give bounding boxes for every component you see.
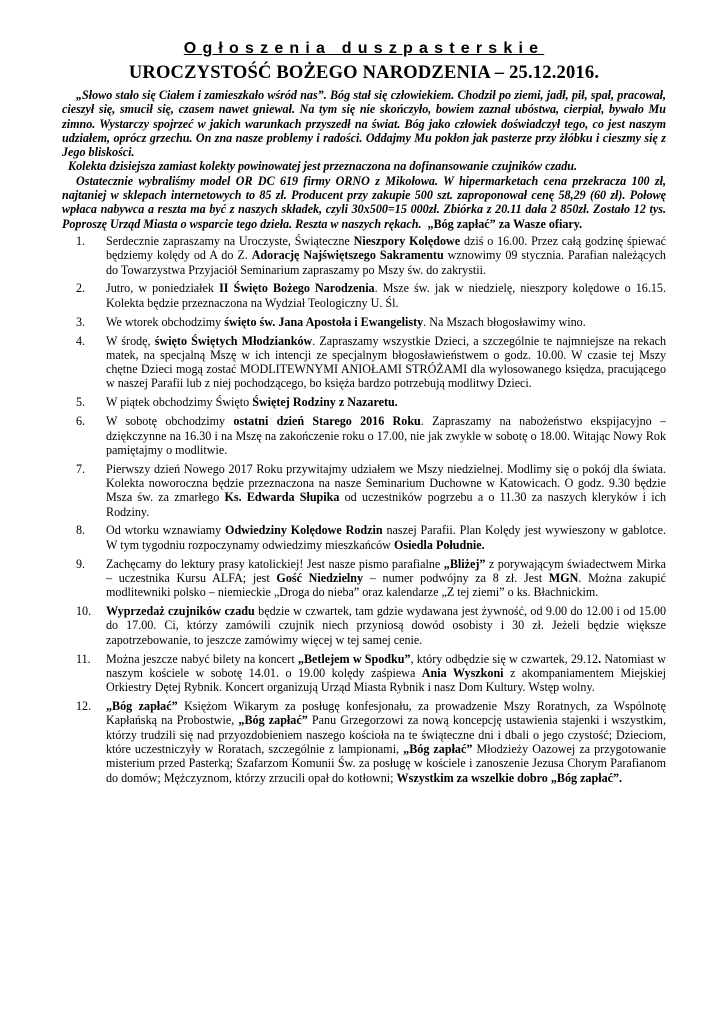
item-bold: Odwiedziny Kolędowe Rodzin xyxy=(225,523,383,538)
list-item xyxy=(62,462,666,519)
item-text: z porywającym świadectwem Mirka – uczestnika Kursu ALFA; jest xyxy=(106,556,666,585)
item-text: Serdecznie zapraszamy na Uroczyste, Świąteczne xyxy=(106,233,354,248)
item-number: 9. xyxy=(76,556,86,571)
detector-note xyxy=(62,174,666,231)
list-item xyxy=(62,414,666,457)
detector-note-text: Ostatecznie wybraliśmy model OR DC 619 firmy ORNO z Mikołowa. W hipermarketach cena przekracza 100 zł, najtaniej w sklepach internetowych to 85 zł. Producent przy zakupie 500 szt. zaproponował cenę 58,29 (60 zł). Połowę wpłaca nabywca a reszta ma być z naszych składek, czyli 30x500=15 000zł. Zbiórka z 20.11 dała 2 850zł. Zostało 12 tys. Poproszę Urząd Miasta o wsparcie tego dzieła. Reszta w naszych rękach. xyxy=(62,173,666,231)
intro-paragraph: „Słowo stało się Ciałem i zamieszkało wśród nas”. Bóg stał się człowiekiem. Chodził po ziemi, jadł, pił, spał, pracował, cieszył się, smucił się, czasem nawet gniewał. Na tym się nie skończyło, bowiem zaznał ubóstwa, cierpiał, bywało Mu zimno. Wystarczy spojrzeć w jakich warunkach przyszedł na świat. Bóg jako człowiek doświadczył tego, co jest naszym udziałem, oprócz grzechu. On zna nasze problemy i radości. Oddajmy Mu pokłon jak pasterze przy żłóbku i cieszmy się z Jego bliskości. xyxy=(62,88,666,160)
item-bold: Nieszpory Kolędowe xyxy=(353,233,461,248)
item-text: Panu Grzegorzowi za nową koncepcję ustawienia stajenki i wszystkim, którzy trudzili się nad przyozdobieniem naszego kościoła na te świąteczne dni i dbali o jego czystość; Dzieciom, które uczestniczyły w Roratach, szczególnie z lampionami, xyxy=(106,713,666,756)
item-text: . Msze św. jak w niedzielę, nieszpory kolędowe o 16.15. Kolekta będzie przeznaczona na Wydział Teologiczny U. Śl. xyxy=(106,281,666,310)
item-number: 1. xyxy=(76,233,86,248)
list-item xyxy=(62,652,666,695)
item-bold: MGN xyxy=(548,570,579,585)
item-text: W środę, xyxy=(106,333,155,348)
item-bold: II Święto Bożego Narodzenia xyxy=(219,281,375,296)
item-text: W piątek obchodzimy Święto xyxy=(106,395,253,410)
item-text: – numer podwójny za 8 zł. Jest xyxy=(363,570,549,585)
item-text: Zachęcamy do lektury prasy katolickiej! Jest nasze pismo parafialne xyxy=(106,556,444,571)
item-bold: Adorację Najświętszego Sakramentu xyxy=(251,248,444,263)
list-item xyxy=(62,523,666,552)
item-text: Jutro, w poniedziałek xyxy=(106,281,220,296)
list-item xyxy=(62,334,666,391)
list-item xyxy=(62,315,666,329)
item-bold: „Bóg zapłać” xyxy=(238,713,308,728)
item-number: 10. xyxy=(76,604,92,619)
item-bold: „Bóg zapłać” xyxy=(403,742,473,756)
document-title: UROCZYSTOŚĆ BOŻEGO NARODZENIA – 25.12.2016. xyxy=(128,63,600,83)
item-bold: „Betlejem w Spodku” xyxy=(297,651,411,666)
item-bold: święto Świętych Młodzianków xyxy=(154,333,313,348)
item-number: 11. xyxy=(76,651,91,666)
item-text: Księżom Wikarym za posługę konfesjonału, za prowadzenie Mszy Roratnych, za Wspólnotę Kapłańską na Probostwie, xyxy=(106,699,666,728)
item-number: 3. xyxy=(76,314,86,329)
item-bold: święto św. Jana Apostoła i Ewangelisty xyxy=(224,314,424,329)
list-item xyxy=(62,395,666,409)
item-text: Można jeszcze nabyć bilety na koncert xyxy=(106,651,298,666)
item-bold: Ania Wyszkoni xyxy=(421,665,504,680)
item-text: Młodzieży Oazowej za przygotowanie misterium przed Pasterką; Szafarzom Komunii Św. za posługę w kościele i zanoszenie Jezusa Chorym Parafianom do domów; Mężczyznom, którzy zrzucili opał do kotłowni; xyxy=(106,742,666,785)
item-text: Od wtorku wznawiamy xyxy=(106,523,226,538)
item-text: W sobotę obchodzimy xyxy=(106,414,234,429)
item-number: 2. xyxy=(76,281,86,296)
announcement-list xyxy=(62,234,666,785)
item-number: 8. xyxy=(76,523,86,538)
list-item xyxy=(62,234,666,277)
item-bold: „Bóg zapłać” xyxy=(106,699,178,714)
list-item xyxy=(62,604,666,647)
item-text: Natomiast w naszym kościele w sobotę 14.01. o 19.00 kolędy zaśpiewa xyxy=(106,651,666,680)
item-bold: Ks. Edwarda Słupika xyxy=(224,490,340,505)
item-text: . Zapraszamy wszystkie Dzieci, a szczególnie te najmniejsze na rekach matek, na specjalną Mszę w ich intencji ze specjalnym błogosławieństwem o godz. 10.00. W czasie tej Mszy chętne Dzieci mogą zostać MODLITEWNYMI ANIOŁAMI STRÓŻAMI dla wylosowanego księdza, pracującego w naszej Parafii lub z niej pochodzącego, bo księża bardzo potrzebują modlitwy Dzieci. xyxy=(106,333,666,391)
item-bold: „Bliżej” xyxy=(443,556,486,571)
item-bold: Osiedla Południe. xyxy=(393,537,485,552)
item-text: Pierwszy dzień Nowego 2017 Roku przywitajmy udziałem we Mszy niedzielnej. Modlimy się o pokój dla świata. Kolekta noworoczna będzie przeznaczona na nasze Seminarium Duchowne w Katowicach. O godz. 9.30 będzie Msza św. za zmarłego xyxy=(106,461,666,505)
item-text: . Na Mszach błogosławimy wino. xyxy=(423,314,586,329)
item-bold: . xyxy=(598,651,602,666)
item-number: 4. xyxy=(76,333,86,348)
item-number: 6. xyxy=(76,414,86,429)
item-text: , który odbędzie się w czwartek, 29.12 xyxy=(410,651,599,666)
item-text: od uczestników pogrzebu a o 11.30 za naszych kleryków i ich Rodziny. xyxy=(106,490,666,519)
list-item xyxy=(62,281,666,310)
item-text: z akompaniamentem Miejskiej Orkiestry Dętej Rybnik. Koncert organizują Urząd Miasta Rybnik i nasz Dom Kultury. Wstęp wolny. xyxy=(106,665,667,695)
list-item xyxy=(62,557,666,600)
item-text: . Można zakupić modlitewniki polsko – niemieckie „Droga do nieba” oraz kalendarze „Z tej ziemi” o ks. Błachnickim. xyxy=(106,570,667,600)
detector-note-thanks: „Bóg zapłać” za Wasze ofiary. xyxy=(427,216,583,231)
item-text: wznowimy 09 stycznia. Parafian należących do Towarzystwa Przyjaciół Seminarium zapraszamy po Mszy św. do zakrystii. xyxy=(106,248,666,277)
item-bold: ostatni dzień Starego 2016 Roku xyxy=(233,414,421,429)
item-text: We wtorek obchodzimy xyxy=(106,314,225,329)
item-bold: Świętej Rodziny z Nazaretu. xyxy=(252,395,398,410)
item-bold: Wszystkim za wszelkie dobro „Bóg zapłać”. xyxy=(396,770,623,785)
item-number: 5. xyxy=(76,395,86,410)
list-item xyxy=(62,699,666,785)
item-bold: Gość Niedzielny xyxy=(276,570,364,585)
item-number: 12. xyxy=(76,699,92,714)
item-bold: Wyprzedaż czujników czadu xyxy=(106,604,255,619)
collection-note: Kolekta dzisiejsza zamiast kolekty powinowatej jest przeznaczona na dofinansowanie czujników czadu. xyxy=(68,159,578,174)
item-text: . Zapraszamy na nabożeństwo ekspijacyjno – dziękczynne na 16.30 i na Mszę na zakończenie roku o 17.00, nie jak zwykle w sobotę o 18.00. Witając Nowy Rok pamiętajmy o modlitwie. xyxy=(106,414,666,457)
item-text: dziś o 16.00. Przez całą godzinę śpiewać będziemy kolędy od A do Z. xyxy=(106,233,667,263)
item-text: będzie w czwartek, tam gdzie wydawana jest żywność, od 9.00 do 12.00 i od 15.00 do 17.00. Ci, którzy zamówili czujnik niech przyniosą dowód osobisty i 30 zł. Jeżeli będzie większe zapotrzebowanie, to jeszcze zamówimy więcej w tej samej cenie. xyxy=(106,604,666,647)
item-number: 7. xyxy=(76,461,86,476)
item-text: naszej Parafii. Plan Kolędy jest wywieszony w gablotce. W tym tygodniu rozpoczynamy odwiedzimy mieszkańców xyxy=(106,523,667,552)
document-kicker: Ogłoszenia duszpasterskie xyxy=(183,40,545,57)
